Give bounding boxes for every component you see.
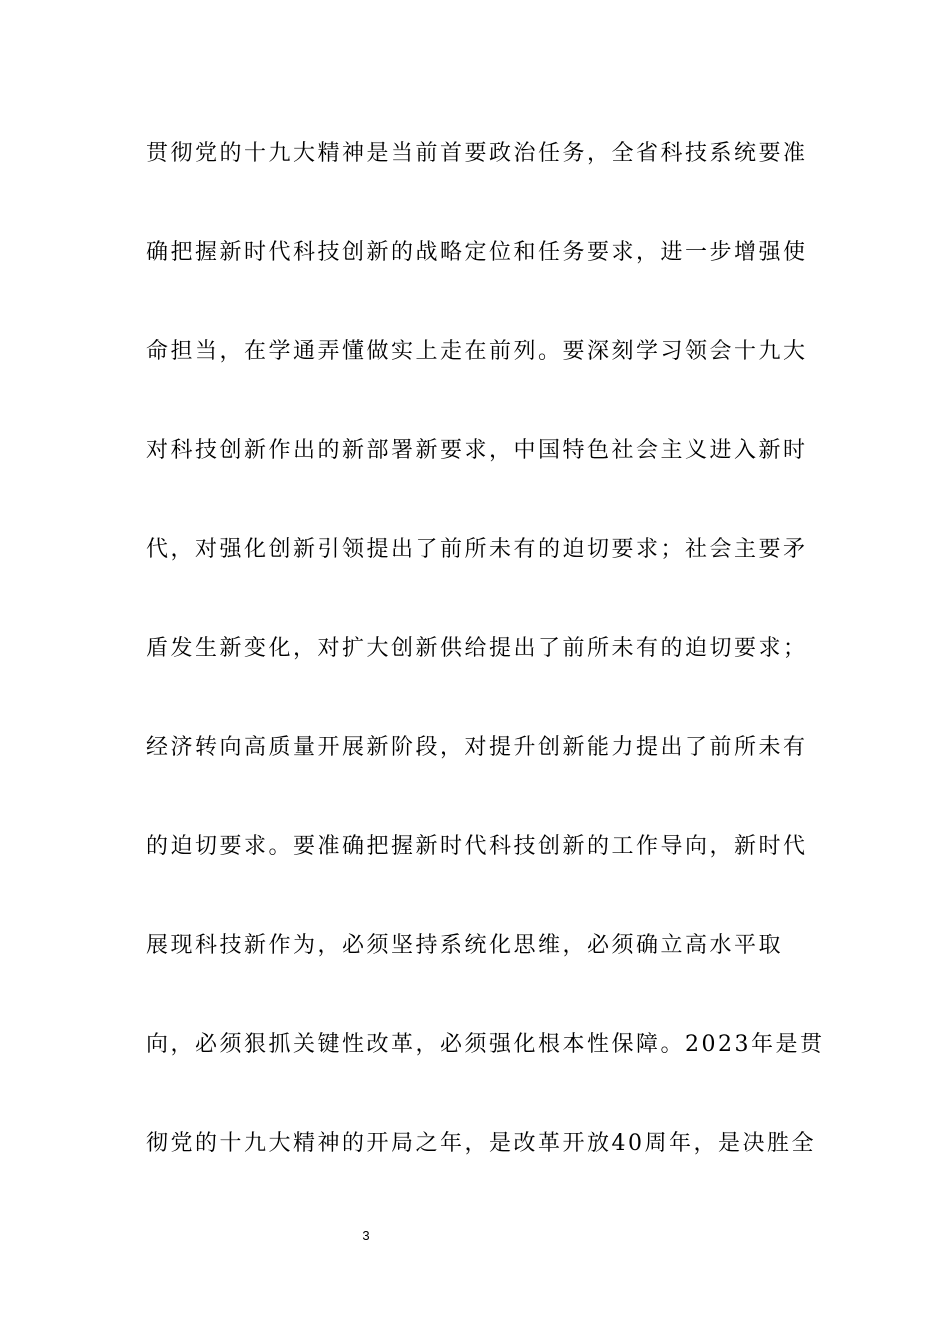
- text-line-4: 对科技创新作出的新部署新要求，中国特色社会主义进入新时: [146, 438, 808, 463]
- page-number: 3: [362, 1228, 370, 1243]
- text-line-10: 向，必须狠抓关键性改革，必须强化根本性保障。2023年是贯: [146, 1032, 825, 1057]
- text-line-11: 彻党的十九大精神的开局之年，是改革开放40周年，是决胜全: [146, 1131, 816, 1156]
- text-line-8: 的迫切要求。要准确把握新时代科技创新的工作导向，新时代: [146, 834, 808, 859]
- text-line-5: 代，对强化创新引领提出了前所未有的迫切要求；社会主要矛: [146, 537, 808, 562]
- text-line-6: 盾发生新变化，对扩大创新供给提出了前所未有的迫切要求；: [146, 636, 808, 661]
- text-line-1: 贯彻党的十九大精神是当前首要政治任务，全省科技系统要准: [146, 141, 808, 166]
- text-line-7: 经济转向高质量开展新阶段，对提升创新能力提出了前所未有: [146, 735, 808, 760]
- text-line-9: 展现科技新作为，必须坚持系统化思维，必须确立高水平取: [146, 933, 784, 958]
- text-line-3: 命担当，在学通弄懂做实上走在前列。要深刻学习领会十九大: [146, 339, 808, 364]
- body-text: [146, 133, 825, 1222]
- text-line-2: 确把握新时代科技创新的战略定位和任务要求，进一步增强使: [146, 240, 808, 265]
